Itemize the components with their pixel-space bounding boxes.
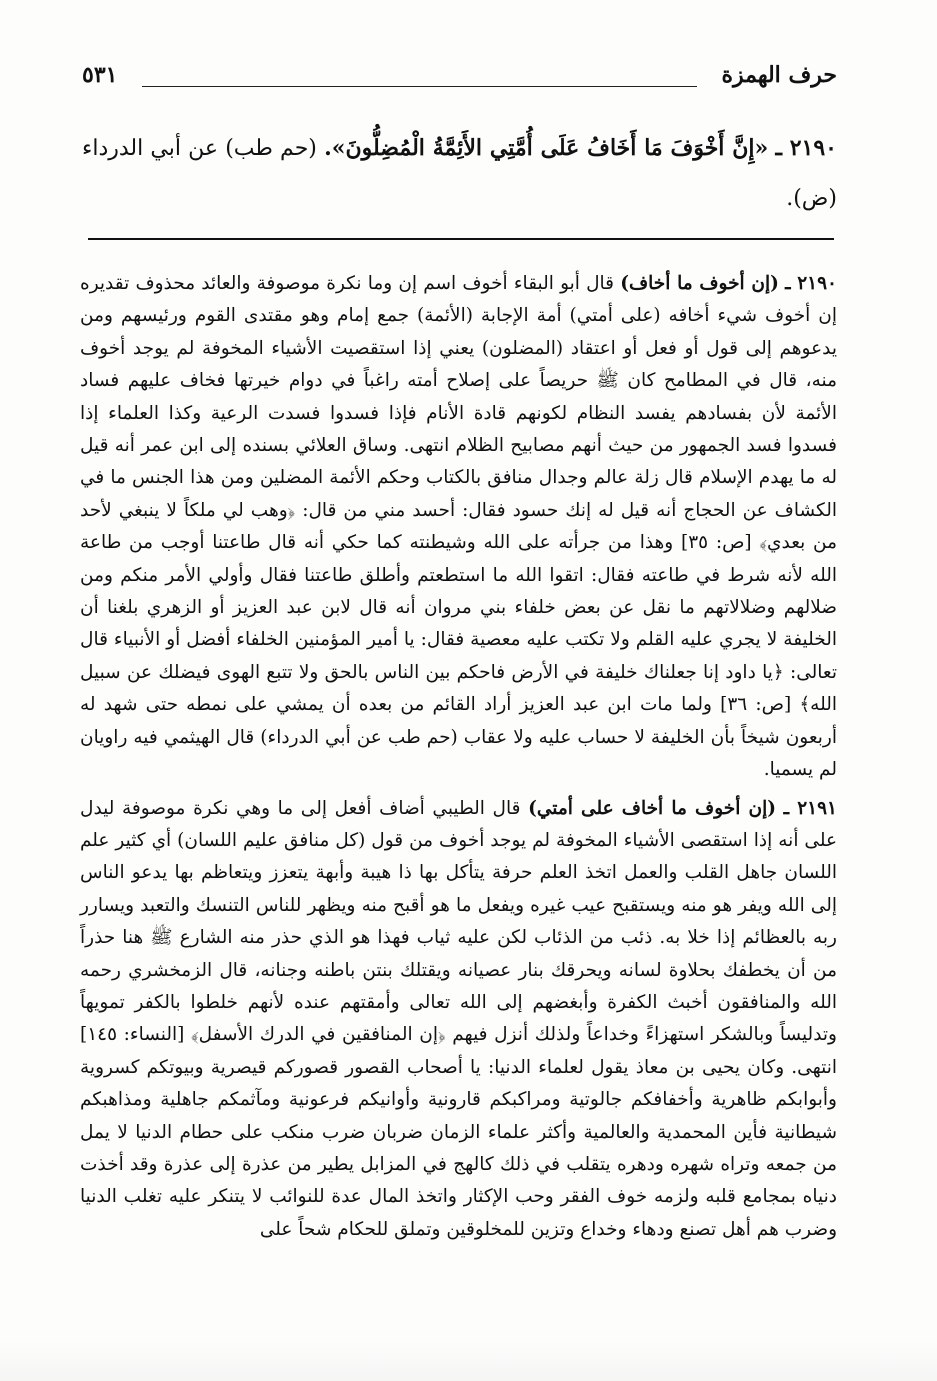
commentary-section bbox=[80, 268, 837, 1246]
hadith-text-block bbox=[82, 123, 837, 224]
chapter-title: حرف الهمزة bbox=[721, 62, 837, 88]
entry-text: قال الطيبي أضاف أفعل إلى ما وهي نكرة موصوفة ليدل على أنه إذا استقصى الأشياء المخوفة لم يوجد أخوف من قول (كل منافق عليم اللسان) أي كثير علم اللسان جاهل القلب والعمل اتخذ العلم حرفة يتأكل بها ذا هيبة وأبهة يتعزز ويتعاظم بها يدعو الناس إلى الله ويفر هو منه ويستقبح عيب غيره ويفعل ما هو أقبح منه ويظهر للناس التنسك والتعبد ويسارر ربه بالعظائم إذا خلا به. ذئب من الذئاب لكن عليه ثياب فهذا هو الذي حذر منه الشارع ﷺ هنا حذراً من أن يخطفك بحلاوة لسانه ويحرقك بنار عصيانه ويقتلك بنتن باطنه وجنانه، قال الزمخشري رحمه الله والمنافقون أخبث الكفرة وأبغضهم إلى الله تعالى وأمقتهم عنده لأنهم خلطوا بالكفر تمويهاً وتدليساً وبالشكر استهزاءً وخداعاً ولذلك أنزل فيهم ﴿إن المنافقين في الدرك الأسفل﴾ [النساء: ١٤٥] انتهى. وكان يحيى بن معاذ يقول لعلماء الدنيا: يا أصحاب القصور قصوركم قيصرية وبيوتكم كسروية وأبوابكم ظاهرية وأخفافكم جالوتية ومراكبكم قارونية وأوانيكم فرعونية ومآثمكم جاهلية ومذاهبكم شيطانية فأين المحمدية والعالمية وأكثر علماء الزمان ضربان ضرب منكب على حطام الدنيا لا يمل من جمعه وتراه شهره ودهره يتقلب في ذلك كالهج في المزابل يطير من عذرة إلى عذرة وقد أخذت دنياه بمجامع قلبه ولزمه خوف الفقر وحب الإكثار واتخذ المال عدة للنوائب لا يتنكر عليه تغلب الدنيا وضرب هم أهل تصنع ودهاء وخداع وتزين للمخلوقين وتملق للحكام شحاً على bbox=[80, 797, 837, 1240]
page-header bbox=[82, 58, 837, 98]
section-divider bbox=[88, 238, 834, 240]
scan-edge-shading bbox=[0, 1341, 937, 1381]
commentary-paragraph bbox=[80, 793, 837, 1247]
page-number: ٥٣١ bbox=[82, 62, 118, 88]
hadith-number: ٢١٩٠ ـ bbox=[775, 135, 837, 161]
entry-number: ٢١٩٠ ـ bbox=[785, 273, 837, 294]
hadith-source: (حم طب) عن أبي الدرداء (ض). bbox=[82, 136, 837, 211]
hadith-text: «إِنَّ أَخْوَفَ مَا أَخَافُ عَلَى أُمَّتِي الأَئِمَّةُ الْمُضِلُّونَ». bbox=[324, 135, 769, 161]
commentary-paragraph bbox=[80, 268, 837, 787]
entry-number: ٢١٩١ ـ bbox=[783, 797, 837, 819]
entry-text: قال أبو البقاء أخوف اسم إن وما نكرة موصوفة والعائد محذوف تقديره إن أخوف شيء أخافه (على أمتي) أمة الإجابة (الأئمة) جمع إمام وهو مقتدى القوم ورئيسهم ومن يدعوهم إلى قول أو فعل أو اعتقاد (المضلون) يعني إذا استقصيت الأشياء المخوفة لم يوجد أخوف منه، قال في المطامح كان ﷺ حريصاً على إصلاح أمته راغباً في دوام خيرتها فخاف عليهم فساد الأئمة لأن بفسادهم يفسد النظام لكونهم قادة الأنام فإذا فسدوا فسدت الرعية وكذا العلماء إذا فسدوا فسد الجمهور من حيث أنهم مصابيح الظلام انتهى. وساق العلائي بسنده إلى ابن عمر أنه قيل له ما يهدم الإسلام قال زلة عالم وجدال منافق بالكتاب وحكم الأئمة المضلين ومن هذا الجنس ما في الكشاف عن الحجاج أنه قيل له إنك حسود فقال: أحسد مني من قال: ﴿وهب لي ملكاً لا ينبغي لأحد من بعدي﴾ [ص: ٣٥] وهذا من جرأته على الله وشيطنته كما حكي أنه قال طاعتنا أوجب من طاعة الله لأنه شرط في طاعته فقال: اتقوا الله ما استطعتم وأطلق طاعتنا فقال وأولي الأمر منكم ومن ضلالهم وضلالاتهم ما نقل عن بعض خلفاء بني مروان أنه قال لابن عبد العزيز أو الزهري بلغنا أن الخليفة لا يجري عليه القلم ولا تكتب عليه معصية فقال: يا أمير المؤمنين الخلفاء أفضل أو الأنبياء قال تعالى: ﴿يا داود إنا جعلناك خليفة في الأرض فاحكم بين الناس بالحق ولا تتبع الهوى فيضلك عن سبيل الله﴾ [ص: ٣٦] ولما مات ابن عبد العزيز أراد القائم من بعده أن يمشي على نمطه حتى شهد له أربعون شيخاً بأن الخليفة لا حساب عليه ولا عقاب (حم طب عن أبي الدرداء) قال الهيثمي فيه راويان لم يسميا. bbox=[80, 273, 838, 781]
entry-lemma: (إن أخوف ما أخاف على أمتي) bbox=[528, 797, 777, 819]
header-rule bbox=[142, 86, 697, 87]
entry-lemma: (إن أخوف ما أخاف) bbox=[620, 273, 779, 294]
